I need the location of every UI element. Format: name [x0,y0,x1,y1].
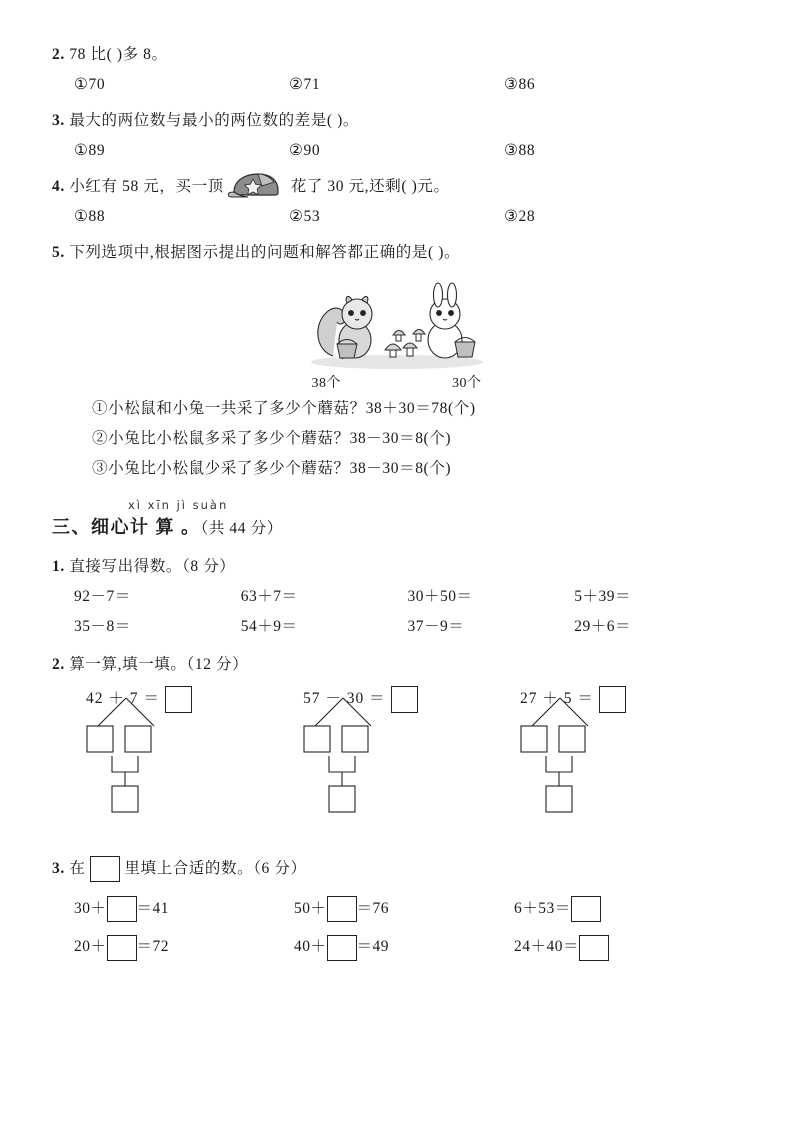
fill-box[interactable] [107,896,137,922]
fill-item-3 [514,896,734,922]
fill-item-1 [74,934,294,960]
fill-item-1 [74,896,294,922]
fill-post: ＝41 [136,900,170,917]
question-5-choice-1[interactable]: ①小松鼠和小兔一共采了多少个蘑菇？38＋30＝78(个) [92,400,476,417]
part1-number: 1. [52,558,65,575]
calc-item: 35－8＝ [74,618,131,635]
tree-lines [86,686,301,826]
option-1[interactable]: ①70 [74,76,106,93]
part3-heading [52,854,741,884]
operand-b: 7 [129,690,139,708]
part2-heading [52,650,741,680]
fill-box[interactable] [107,935,137,961]
fill-box[interactable] [579,935,609,961]
fill-item-3 [514,934,734,960]
part3-heading-before: 在 [69,860,86,877]
calc-item: 92－7＝ [74,588,131,605]
heading-box [90,856,120,882]
fill-pre: 50＋ [294,900,327,917]
option-3[interactable]: ③88 [504,142,536,159]
part2-trees [52,680,741,846]
question-5-illustration [297,278,497,392]
question-3-text [52,106,741,136]
fill-box[interactable] [327,896,357,922]
question-3-body: 最大的两位数与最小的两位数的差是( )。 [69,112,360,129]
option-3[interactable]: ③28 [504,208,536,225]
fill-pre: 6＋53＝ [514,900,571,917]
option-2[interactable]: ②53 [289,208,321,225]
fill-pre: 30＋ [74,900,107,917]
question-5-choice-3[interactable]: ③小兔比小松鼠少采了多少个蘑菇？38－30＝8(个) [92,460,452,477]
picture-labels [312,372,482,392]
question-5-choice-2[interactable]: ②小兔比小松鼠多采了多少个蘑菇？38－30＝8(个) [92,430,452,447]
part3-number: 3. [52,860,65,877]
fill-box[interactable] [571,896,601,922]
question-4 [52,172,741,232]
question-3 [52,106,741,166]
part1-heading-text: 直接写出得数。（8 分） [69,558,236,575]
part3-heading-after: 里填上合适的数。（6 分） [124,860,307,877]
operator: － [325,690,342,708]
equals: ＝ [577,690,594,708]
operand-a: 42 [86,690,104,708]
part1-row-1 [52,582,741,612]
question-2-number: 2. [52,46,65,63]
option-3[interactable]: ③86 [504,76,536,93]
fill-post: ＝76 [356,900,390,917]
question-2-options [52,70,741,100]
section-title-text: 三、细心计 算 。 [52,517,201,537]
fill-pre: 24＋40＝ [514,938,580,956]
question-2 [52,40,741,100]
part1-heading [52,552,741,582]
question-4-body-after: 花了 30 元,还剩( )元。 [290,178,450,195]
calc-item: 29＋6＝ [574,618,632,635]
option-2[interactable]: ②71 [289,76,321,93]
operand-a: 27 [520,690,538,708]
fill-pre: 40＋ [294,938,327,956]
fill-item-2 [294,896,514,922]
question-4-text [52,172,741,202]
calc-item: 54＋9＝ [240,618,298,635]
question-2-text [52,40,741,70]
section-three [52,498,741,544]
question-4-number: 4. [52,178,65,195]
part2-number: 2. [52,656,65,673]
cap-icon [228,172,286,198]
section-points: （共 44 分） [200,520,283,537]
calc-item: 37－9＝ [407,618,465,635]
question-4-options [52,202,741,232]
fill-pre: 20＋ [74,938,107,956]
tree-lines [520,686,735,826]
equals: ＝ [143,690,160,708]
fill-item-2 [294,934,514,960]
part1-row-2 [52,612,741,642]
tree-lines [303,686,518,826]
section-pinyin: xì xīn jì suàn [128,498,229,512]
operator: ＋ [108,690,125,708]
operator: ＋ [542,690,559,708]
section-title [52,512,741,544]
calc-item: 30＋50＝ [407,588,473,605]
question-3-options [52,136,741,166]
part3-row-1 [52,896,741,922]
animals-scene [297,278,497,370]
question-5 [52,238,741,484]
question-4-body-before: 小红有 58 元，买一顶 [69,178,224,195]
question-3-number: 3. [52,112,65,129]
calc-item: 63＋7＝ [240,588,298,605]
part3-row-2 [52,934,741,960]
calc-item: 5＋39＝ [574,588,632,605]
operand-a: 57 [303,690,321,708]
fill-post: ＝72 [136,938,170,956]
fill-post: ＝49 [356,938,390,956]
tree-diagram-3 [520,686,735,846]
question-5-number: 5. [52,244,65,261]
part2-heading-text: 算一算,填一填。（12 分） [69,656,249,673]
label-right: 30个 [452,376,482,391]
operand-b: 5 [563,690,573,708]
question-2-body: 78 比( )多 8。 [69,46,168,63]
question-5-body: 下列选项中,根据图示提出的问题和解答都正确的是( )。 [69,244,461,261]
option-1[interactable]: ①88 [74,208,106,225]
option-1[interactable]: ①89 [74,142,106,159]
tree-diagram-2 [303,686,518,846]
question-5-text [52,238,741,268]
option-2[interactable]: ②90 [289,142,321,159]
fill-box[interactable] [327,935,357,961]
tree-diagram-1 [86,686,301,846]
equals: ＝ [369,690,386,708]
label-left: 38个 [311,376,341,391]
operand-b: 30 [346,690,365,708]
